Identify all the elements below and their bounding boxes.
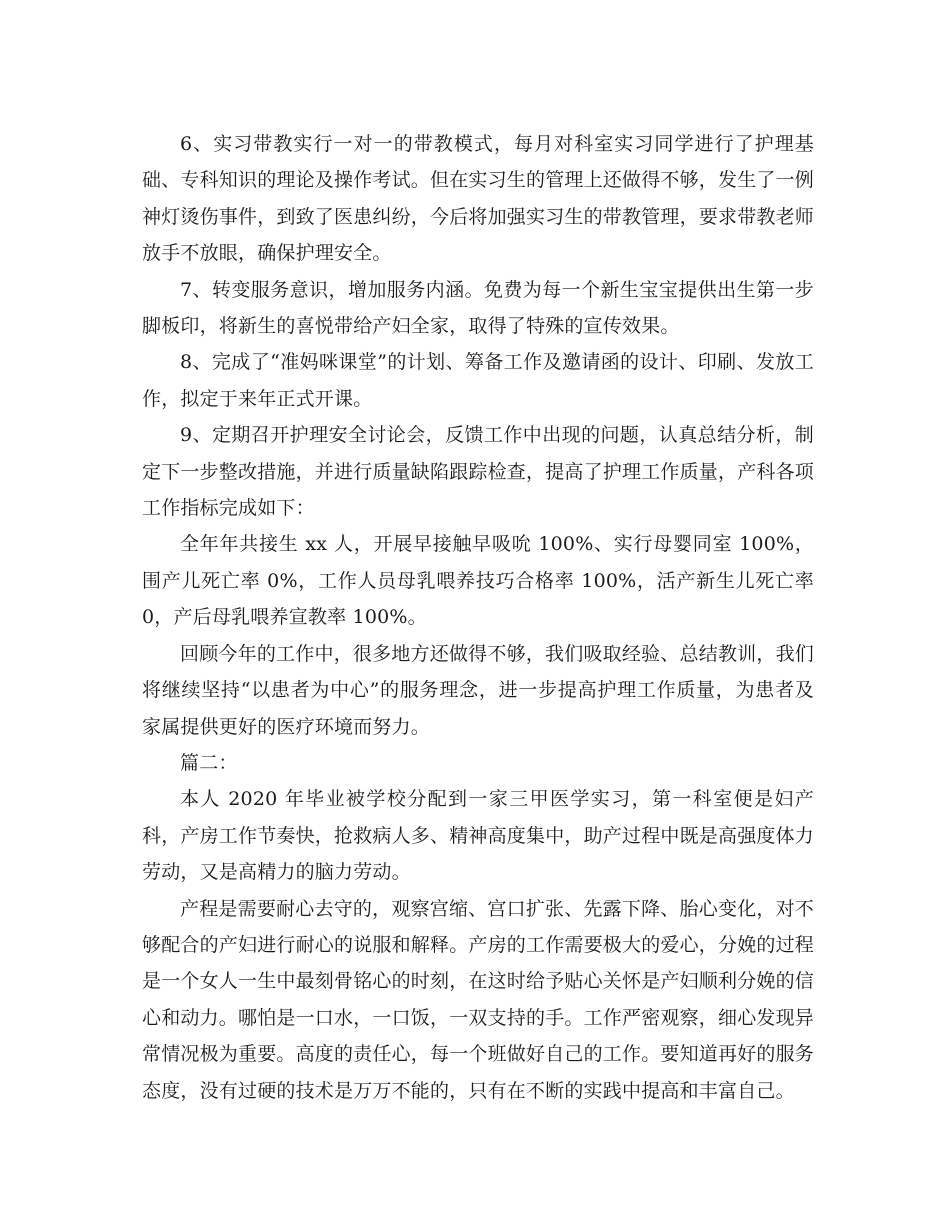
paragraph-item-9: 9、定期召开护理安全讨论会，反馈工作中出现的问题，认真总结分析，制定下一步整改措施，并进行质量缺陷跟踪检查，提高了护理工作质量，产科各项工作指标完成如下： [142, 424, 815, 520]
section-heading-part-two: 篇二： [180, 751, 238, 774]
paragraph-item-8: 8、完成了“准妈咪课堂”的计划、筹备工作及邀请函的设计、印刷、发放工作，拟定于来年正式开课。 [142, 351, 814, 410]
document-body [142, 126, 814, 1109]
paragraph-item-7: 7、转变服务意识，增加服务内涵。免费为每一个新生宝宝提供出生第一步脚板印，将新生的喜悦带给产妇全家，取得了特殊的宣传效果。 [142, 278, 814, 338]
paragraph-labor-process: 产程是需要耐心去守的，观察宫缩、宫口扩张、先露下降、胎心变化，对不够配合的产妇进行耐心的说服和解释。产房的工作需要极大的爱心，分娩的过程是一个女人一生中最刻骨铭心的时刻，在这时给予贴心关怀是产妇顺利分娩的信心和动力。哪怕是一口水，一口饭，一双支持的手。工作严密观察，细心发现异常情况极为重要。高度的责任心，每一个班做好自己的工作。要知道再好的服务态度，没有过硬的技术是万万不能的，只有在不断的实践中提高和丰富自己。 [142, 897, 815, 1102]
paragraph-statistics: 全年年共接生 xx 人，开展早接触早吸吮 100%、实行母婴同室 100%，围产儿死亡率 0%，工作人员母乳喂养技巧合格率 100%，活产新生儿死亡率 0，产后母乳喂养宣教率 100%。 [142, 533, 814, 629]
paragraph-internship-intro: 本人 2020 年毕业被学校分配到一家三甲医学实习，第一科室便是妇产科，产房工作节奏快，抢救病人多、精神高度集中，助产过程中既是高强度体力劳动，又是高精力的脑力劳动。 [142, 788, 815, 884]
paragraph-item-6: 6、实习带教实行一对一的带教模式，每月对科室实习同学进行了护理基础、专科知识的理论及操作考试。但在实习生的管理上还做得不够，发生了一例神灯烫伤事件，到致了医患纠纷，今后将加强实习生的带教管理，要求带教老师放手不放眼，确保护理安全。 [142, 133, 815, 265]
paragraph-review: 回顾今年的工作中，很多地方还做得不够，我们吸取经验、总结教训，我们将继续坚持“以患者为中心”的服务理念，进一步提高护理工作质量，为患者及家属提供更好的医疗环境而努力。 [142, 642, 814, 738]
